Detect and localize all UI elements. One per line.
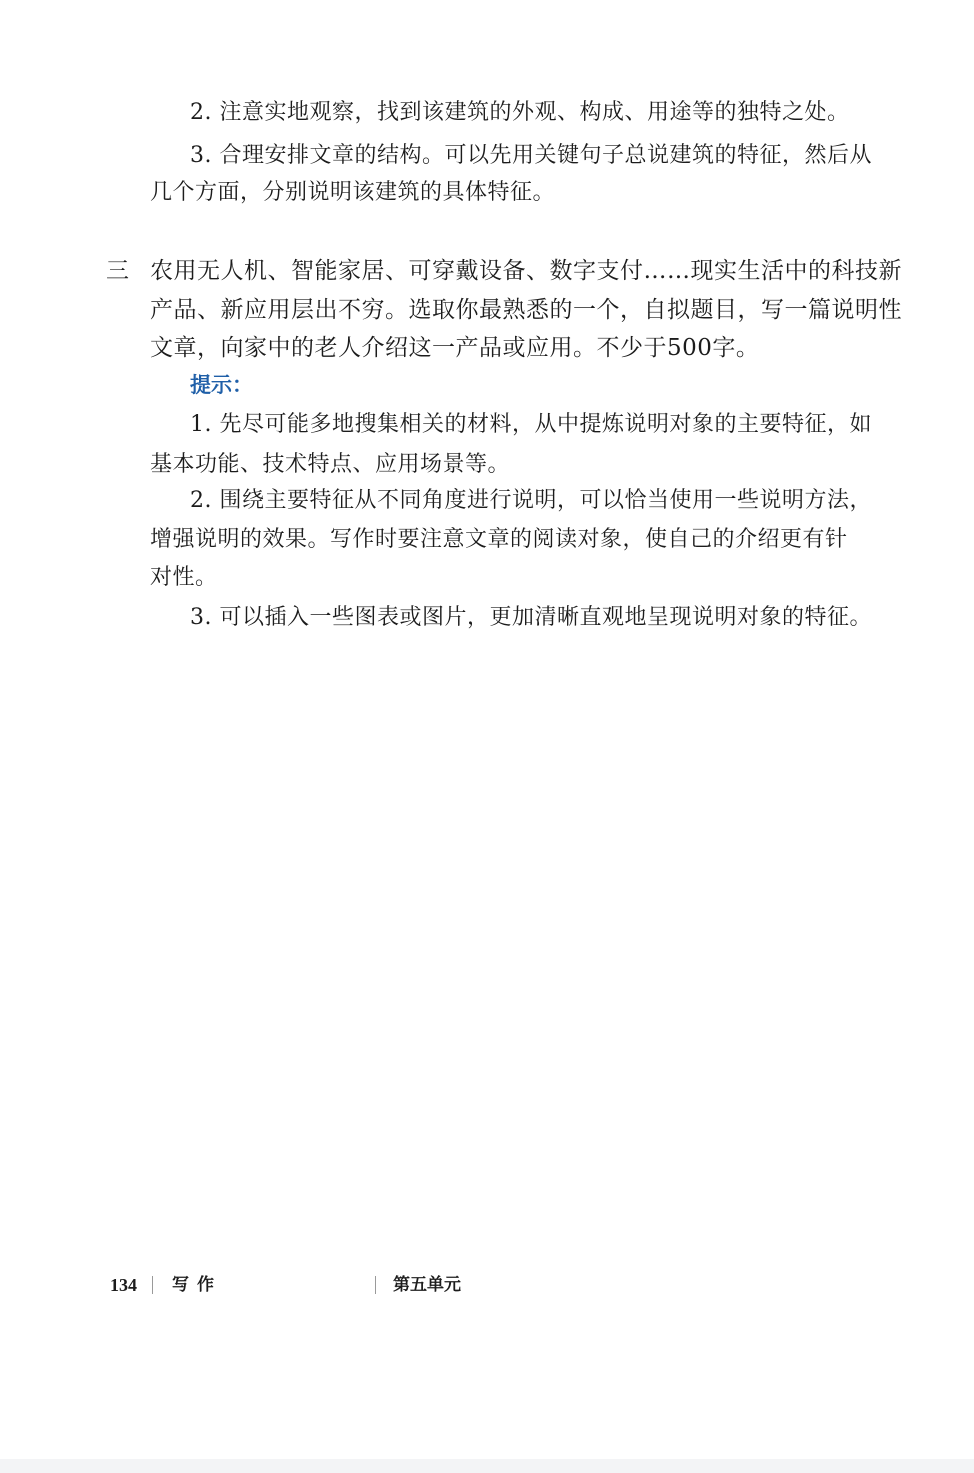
hint-3: 3. 可以插入一些图表或图片，更加清晰直观地呈现说明对象的特征。 [190,605,872,630]
prev-hint-2: 2. 注意实地观察，找到该建筑的外观、构成、用途等的独特之处。 [190,100,850,125]
page-bottom-edge [0,1459,974,1473]
hint-label: 提示： [190,373,253,397]
task-line-3: 文章，向家中的老人介绍这一产品或应用。不少于500字。 [150,335,760,361]
footer-section-label: 写作 [172,1275,222,1295]
task-line-2: 产品、新应用层出不穷。选取你最熟悉的一个，自拟题目，写一篇说明性 [150,297,902,323]
footer-unit-label: 第五单元 [393,1275,461,1295]
hint-2-continued: 增强说明的效果。写作时要注意文章的阅读对象，使自己的介绍更有针 [150,527,848,552]
footer-divider-right [375,1276,376,1294]
footer-divider-left [152,1276,153,1294]
task-line-1: 农用无人机、智能家居、可穿戴设备、数字支付……现实生活中的科技新 [150,258,902,284]
hint-2-end: 对性。 [150,565,218,590]
hint-2: 2. 围绕主要特征从不同角度进行说明，可以恰当使用一些说明方法， [190,488,872,513]
section-number: 三 [106,258,129,284]
hint-1-continued: 基本功能、技术特点、应用场景等。 [150,452,511,477]
hint-1: 1. 先尽可能多地搜集相关的材料，从中提炼说明对象的主要特征，如 [190,412,872,437]
page-number: 134 [110,1275,137,1295]
prev-hint-3-continued: 几个方面，分别说明该建筑的具体特征。 [150,180,556,205]
prev-hint-3: 3. 合理安排文章的结构。可以先用关键句子总说建筑的特征，然后从 [190,143,872,168]
